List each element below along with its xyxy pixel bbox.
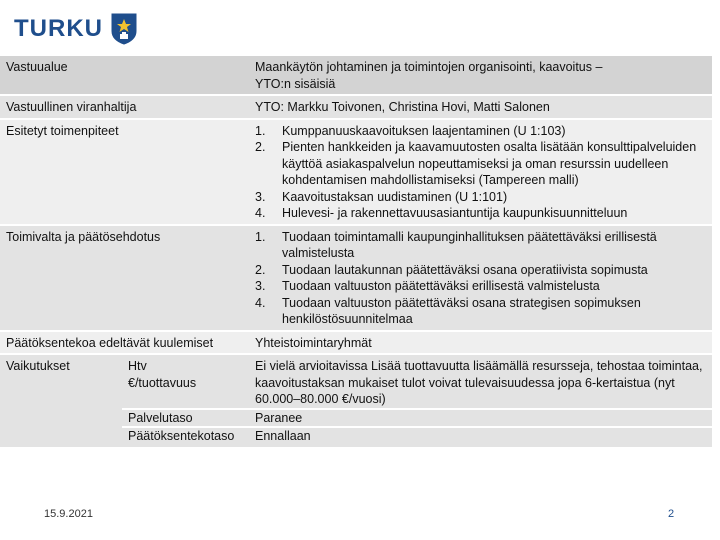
sub-value: Paranee	[249, 410, 712, 427]
table-row-proposed-measures	[0, 120, 712, 224]
list-text: Tuodaan valtuuston päätettäväksi erillisestä valmistelusta	[282, 279, 600, 293]
list-text: Pienten hankkeiden ja kaavamuutosten osalta lisätään konsulttipalveluiden käyttöä asiakaspalvelun nopeuttamiseksi ja oman resurssin uudelleen kohdentamisen mahdollistamiseksi (Tampereen malli)	[282, 140, 697, 187]
row-label: Toimivalta ja päätösehdotus	[0, 226, 249, 330]
row-label: Päätöksentekoa edeltävät kuulemiset	[0, 332, 249, 354]
footer-date: 15.9.2021	[44, 508, 93, 520]
row-value: Yhteistoimintaryhmät	[249, 332, 712, 354]
list-item	[255, 189, 706, 206]
table-row-responsible-officer	[0, 96, 712, 118]
row-label: Vastuualue	[0, 56, 249, 94]
row-value	[249, 226, 712, 330]
row-value-line: YTO:n sisäisiä	[255, 76, 336, 91]
list-text: Hulevesi- ja rakennettavuusasiantuntija kaupunkisuunnitteluun	[282, 206, 628, 220]
list-number: 2.	[255, 140, 266, 154]
list-number: 4.	[255, 206, 266, 220]
list-text: Tuodaan valtuuston päätettäväksi osana strategisen sopimuksen henkilöstösuunnitelmaa	[282, 295, 641, 326]
list-text: Tuodaan toimintamalli kaupunginhallituksen päätettäväksi erillisestä valmistelusta	[282, 229, 657, 260]
list-number: 1.	[255, 123, 266, 138]
sub-label: Palvelutaso	[122, 410, 249, 427]
row-value	[249, 120, 712, 224]
turku-logo	[14, 12, 137, 46]
sub-label	[122, 355, 249, 408]
list-number: 2.	[255, 262, 266, 277]
proposal-list	[255, 229, 706, 328]
sub-value: Ennallaan	[249, 428, 712, 447]
table-row-impacts	[0, 355, 712, 408]
list-number: 3.	[255, 189, 266, 204]
list-item	[255, 295, 706, 328]
row-value-line: Maankäytön johtaminen ja toimintojen organisointi, kaavoitus –	[255, 60, 603, 74]
sub-label-line: Htv	[128, 359, 147, 373]
list-text: Kumppanuuskaavoituksen laajentaminen (U 1:103)	[282, 123, 566, 138]
list-text: Kaavoitustaksan uudistaminen (U 1:101)	[282, 189, 508, 204]
decision-table	[0, 54, 712, 449]
turku-coat-of-arms-icon	[111, 13, 137, 45]
sub-value: Ei vielä arvioitavissa Lisää tuottavuutta lisäämällä resursseja, tehostaa toimintaa, kaavoitustaksan mukaiset tulot voivat tulevaisuudessa jopa 6-kertaistua (nyt 60.000–80.000 €/vuosi)	[249, 355, 712, 408]
list-item	[255, 278, 706, 295]
table-row-responsibility-area	[0, 56, 712, 94]
table-row-authority-and-proposal	[0, 226, 712, 330]
row-label: Esitetyt toimenpiteet	[0, 120, 249, 224]
list-item	[255, 229, 706, 262]
table-row-hearings	[0, 332, 712, 354]
list-item	[255, 262, 706, 279]
page-number: 2	[668, 508, 675, 520]
measures-list	[255, 123, 706, 222]
list-number: 3.	[255, 279, 266, 293]
sub-label-line: €/tuottavuus	[128, 375, 197, 390]
list-number: 4.	[255, 295, 266, 310]
list-item	[255, 205, 706, 222]
sub-label: Päätöksentekotaso	[122, 428, 249, 447]
list-item	[255, 123, 706, 140]
row-value: YTO: Markku Toivonen, Christina Hovi, Matti Salonen	[249, 96, 712, 118]
row-value	[249, 56, 712, 94]
list-number: 1.	[255, 229, 266, 244]
list-item	[255, 139, 706, 189]
logo-text: TURKU	[14, 15, 103, 42]
list-text: Tuodaan lautakunnan päätettäväksi osana operatiivista sopimusta	[282, 262, 648, 277]
row-label: Vaikutukset	[0, 355, 122, 447]
row-label: Vastuullinen viranhaltija	[0, 96, 249, 118]
